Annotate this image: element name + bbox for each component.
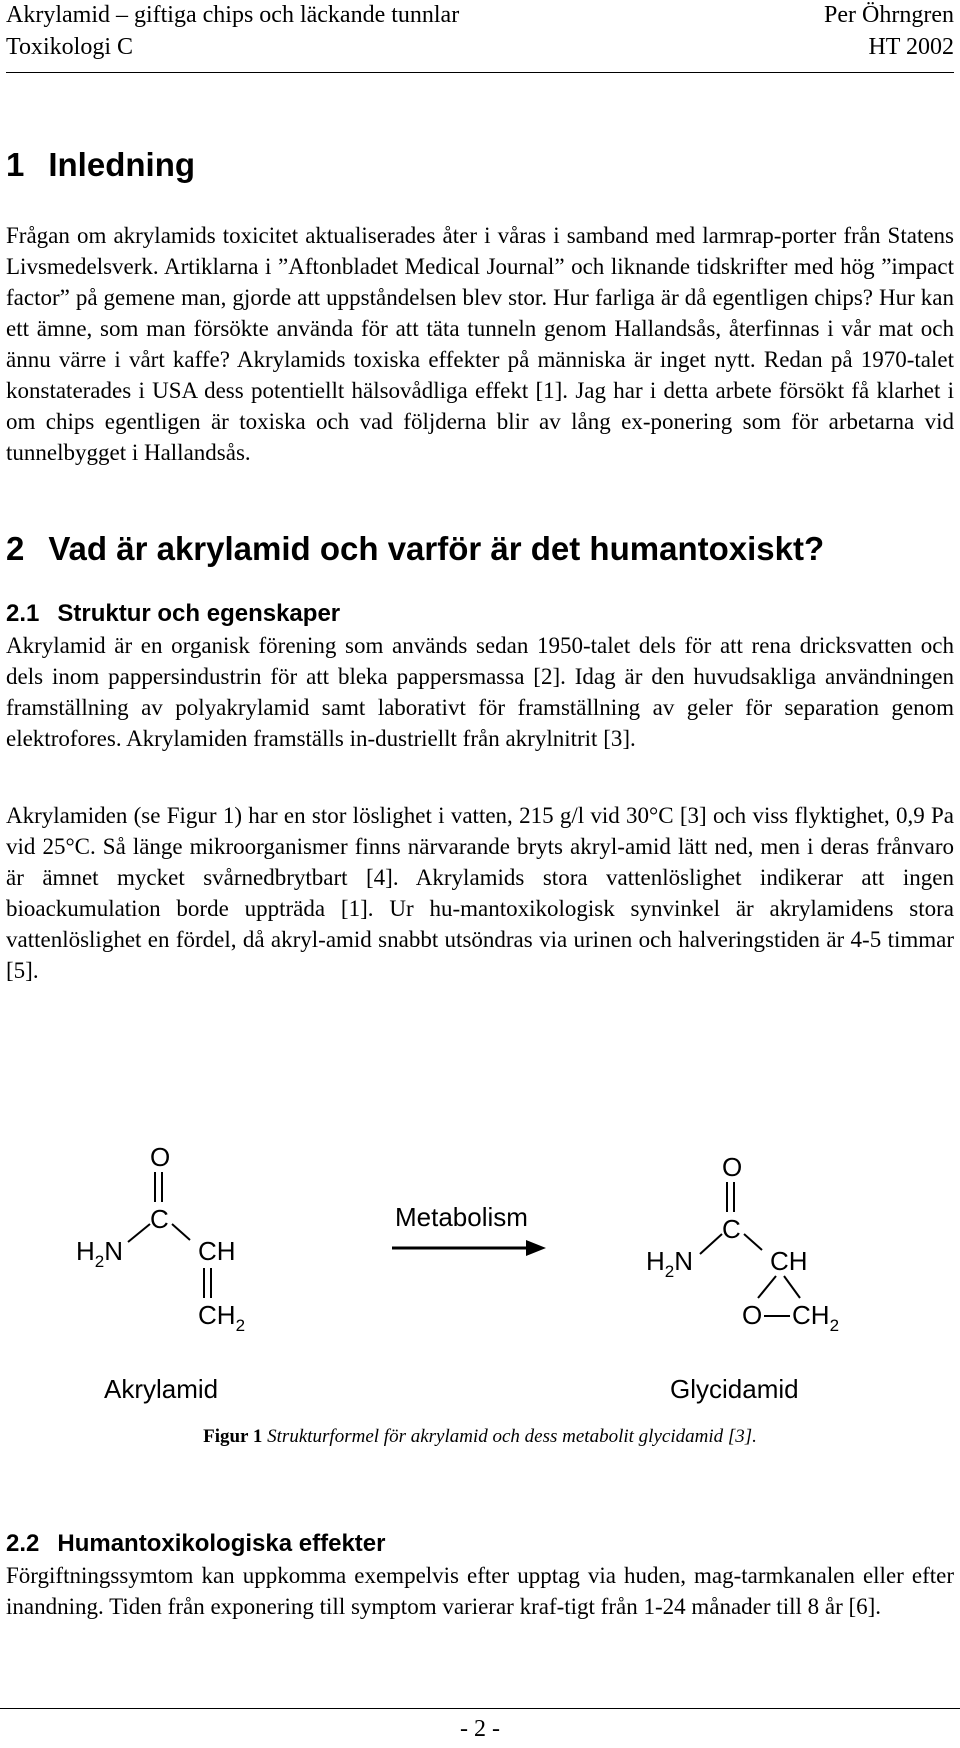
- section-2-1-paragraph-2: Akrylamiden (se Figur 1) har en stor löslighet i vatten, 215 g/l vid 30°C [3] och viss flyktighet, 0,9 Pa vid 25°C. Så länge mikroorganismer finns närvarande bryts akryl-amid lätt ned, men i deras frånvaro är ämnet mycket svårnedbrytbart [4]. Akrylamids stora vattenlöslighet indikerar att ingen bioackumulation borde uppträda [1]. Ur hu-mantoxikologisk synvinkel är akrylamidens stora vattenlöslighet en fördel, då akryl-amid snabbt utsöndras via urinen och halveringstiden är 4-5 timmar [5].: [6, 803, 954, 983]
- acrylamide-structure: [76, 1142, 245, 1404]
- section-2-1-paragraph-1: Akrylamid är en organisk förening som används sedan 1950-talet dels för att rena dricksvatten och dels inom pappersindustrin för att bleka pappersmassa [2]. Idag är den huvudsakliga användningen framställning av polyakrylamid samt laborativt för framställning av geler för separation genom elektrofores. Akrylamiden framställs in-dustriellt från akrylnitrit [3].: [6, 633, 954, 751]
- atom-CH: CH: [198, 1236, 236, 1266]
- term: HT 2002: [868, 34, 954, 60]
- section-title: Inledning: [48, 146, 196, 183]
- figure-caption: [0, 1426, 960, 1448]
- section-2-1-heading: [6, 600, 340, 628]
- section-2-2-heading: [6, 1530, 385, 1558]
- atom-O: O: [722, 1152, 743, 1182]
- header-divider: [6, 72, 954, 73]
- footer-divider: [0, 1708, 960, 1709]
- section-number: 2.2: [6, 1530, 40, 1557]
- atom-CH: CH: [770, 1246, 808, 1276]
- section-title: Vad är akrylamid och varför är det humantoxiskt?: [48, 530, 825, 567]
- section-1-paragraph: Frågan om akrylamids toxicitet aktualiserades åter i våras i samband med larmrap-porter från Statens Livsmedelsverk. Artiklarna i ”Aftonbladet Medical Journal” och liknande tidskrifter med hög ”impact factor” på gemene man, gjorde att uppståndelsen blev stor. Hur farliga är då egentligen chips? Hur kan ett ämne, som man försökte använda för att täta tunneln genom Hallandsås, återfinnas i vår mat och ännu värre i vårt kaffe? Akrylamids toxiska effekter på människa är inget nytt. Redan på 1970-talet konstaterades i USA dess potentiellt hälsovådliga effekt [1]. Jag har i detta arbete försökt få klarhet i om chips egentligen är toxiska och vad följderna blir av lång ex-ponering som för arbetarna vid tunnelbygget i Hallandsås.: [6, 223, 954, 465]
- figure-1: [0, 1140, 960, 1420]
- section-title: Struktur och egenskaper: [57, 600, 341, 627]
- figure-structures: [0, 1140, 960, 1420]
- atom-O: O: [150, 1142, 171, 1172]
- section-title: Humantoxikologiska effekter: [57, 1530, 386, 1557]
- glycidamide-structure: [646, 1152, 839, 1404]
- atom-CH2: $CH_2$: [198, 1300, 246, 1335]
- atom-H2N: $H_2N$: [646, 1246, 694, 1281]
- acrylamide-label: Akrylamid: [104, 1374, 219, 1404]
- atom-CH2: $CH_2$: [792, 1300, 840, 1335]
- atom-O-epoxide: O: [742, 1300, 763, 1330]
- atom-C: C: [150, 1204, 169, 1234]
- glycidamide-label: Glycidamid: [670, 1374, 799, 1404]
- section-number: 1: [6, 146, 25, 183]
- course-name: Toxikologi C: [6, 34, 133, 60]
- section-number: 2: [6, 530, 25, 567]
- author: Per Öhrngren: [824, 2, 954, 28]
- caption-text: Strukturformel för akrylamid och dess metabolit glycidamid [3].: [267, 1426, 757, 1447]
- document-title: Akrylamid – giftiga chips och läckande tunnlar: [6, 2, 460, 28]
- caption-label: Figur 1: [203, 1426, 263, 1447]
- atom-H2N: $H_2N$: [76, 1236, 124, 1271]
- section-2-heading: [6, 530, 824, 568]
- arrow-label: Metabolism: [395, 1202, 528, 1232]
- section-1-heading: [6, 146, 195, 184]
- page-number: - 2 -: [460, 1716, 500, 1742]
- section-number: 2.1: [6, 600, 40, 627]
- metabolism-arrow: [392, 1202, 546, 1256]
- atom-C: C: [722, 1214, 741, 1244]
- section-2-2-paragraph: Förgiftningssymtom kan uppkomma exempelvis efter upptag via huden, mag-tarmkanalen eller efter inandning. Tiden från exponering till symptom varierar kraf-tigt från 1-24 månader till 8 år [6].: [6, 1563, 954, 1619]
